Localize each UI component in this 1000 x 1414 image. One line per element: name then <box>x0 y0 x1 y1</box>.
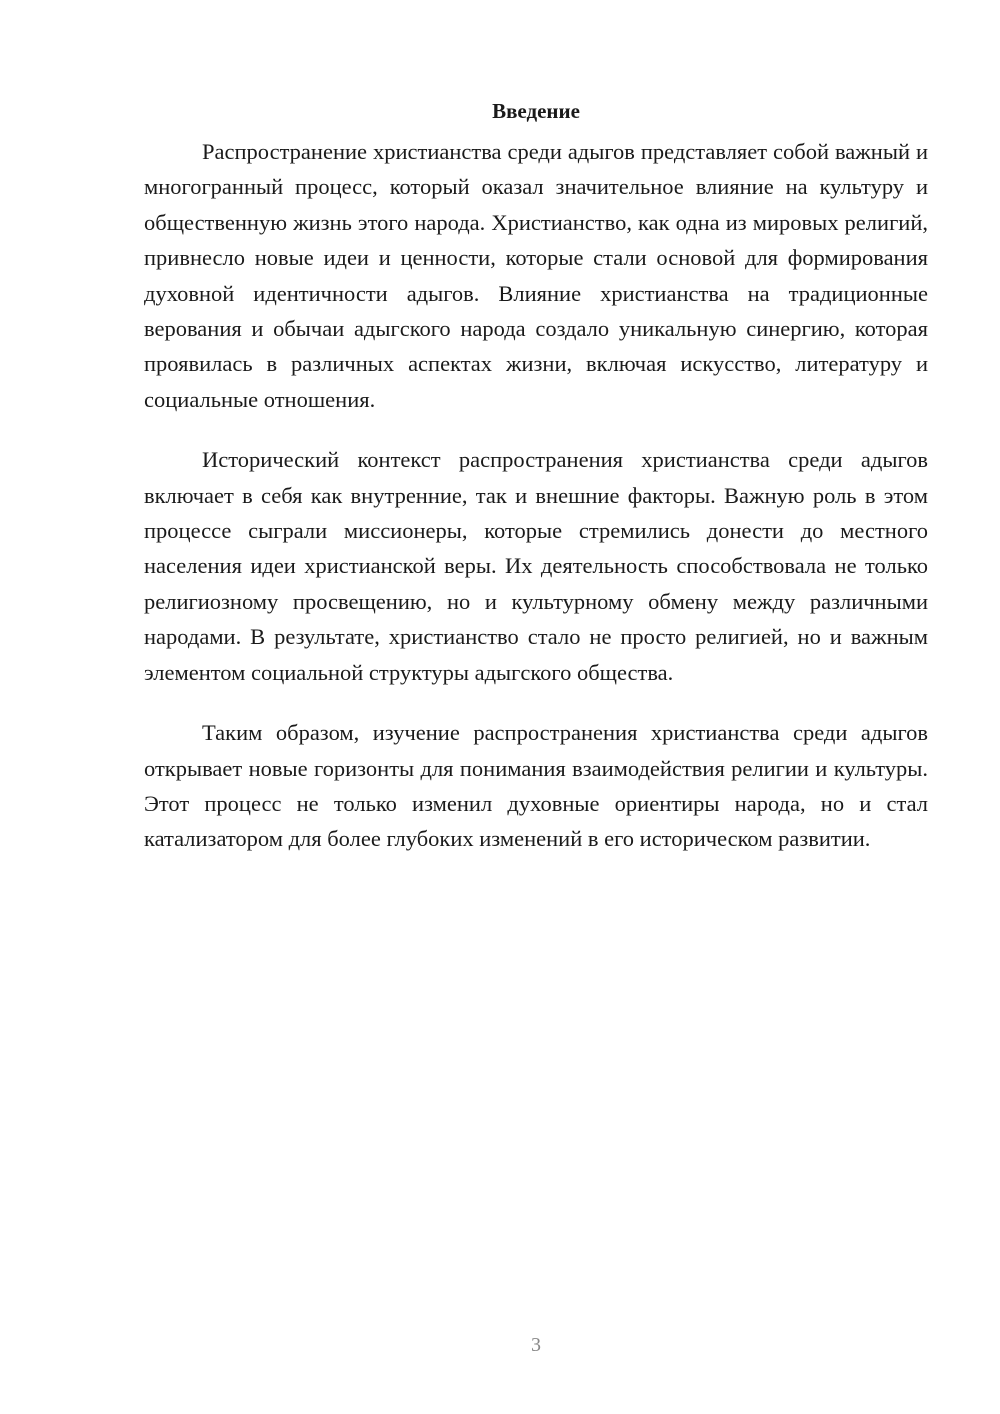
paragraph-2: Исторический контекст распространения христианства среди адыгов включает в себя как внутренние, так и внешние факторы. Важную роль в этом процессе сыграли миссионеры, которые стремились донести до местного населения идеи христианской веры. Их деятельность способствовала не только религиозному просвещению, но и культурному обмену между различными народами. В результате, христианство стало не просто религией, но и важным элементом социальной структуры адыгского общества. <box>144 447 928 685</box>
page-number: 3 <box>531 1334 541 1356</box>
page-content <box>144 96 928 857</box>
paragraph-1: Распространение христианства среди адыгов представляет собой важный и многогранный процесс, который оказал значительное влияние на культуру и общественную жизнь этого народа. Христианство, как одна из мировых религий, привнесло новые идеи и ценности, которые стали основой для формирования духовной идентичности адыгов. Влияние христианства на традиционные верования и обычаи адыгского народа создало уникальную синергию, которая проявилась в различных аспектах жизни, включая искусство, литературу и социальные отношения. <box>144 139 928 412</box>
paragraph-3: Таким образом, изучение распространения христианства среди адыгов открывает новые горизонты для понимания взаимодействия религии и культуры. Этот процесс не только изменил духовные ориентиры народа, но и стал катализатором для более глубоких изменений в его историческом развитии. <box>144 720 928 852</box>
section-heading: Введение <box>492 99 580 123</box>
